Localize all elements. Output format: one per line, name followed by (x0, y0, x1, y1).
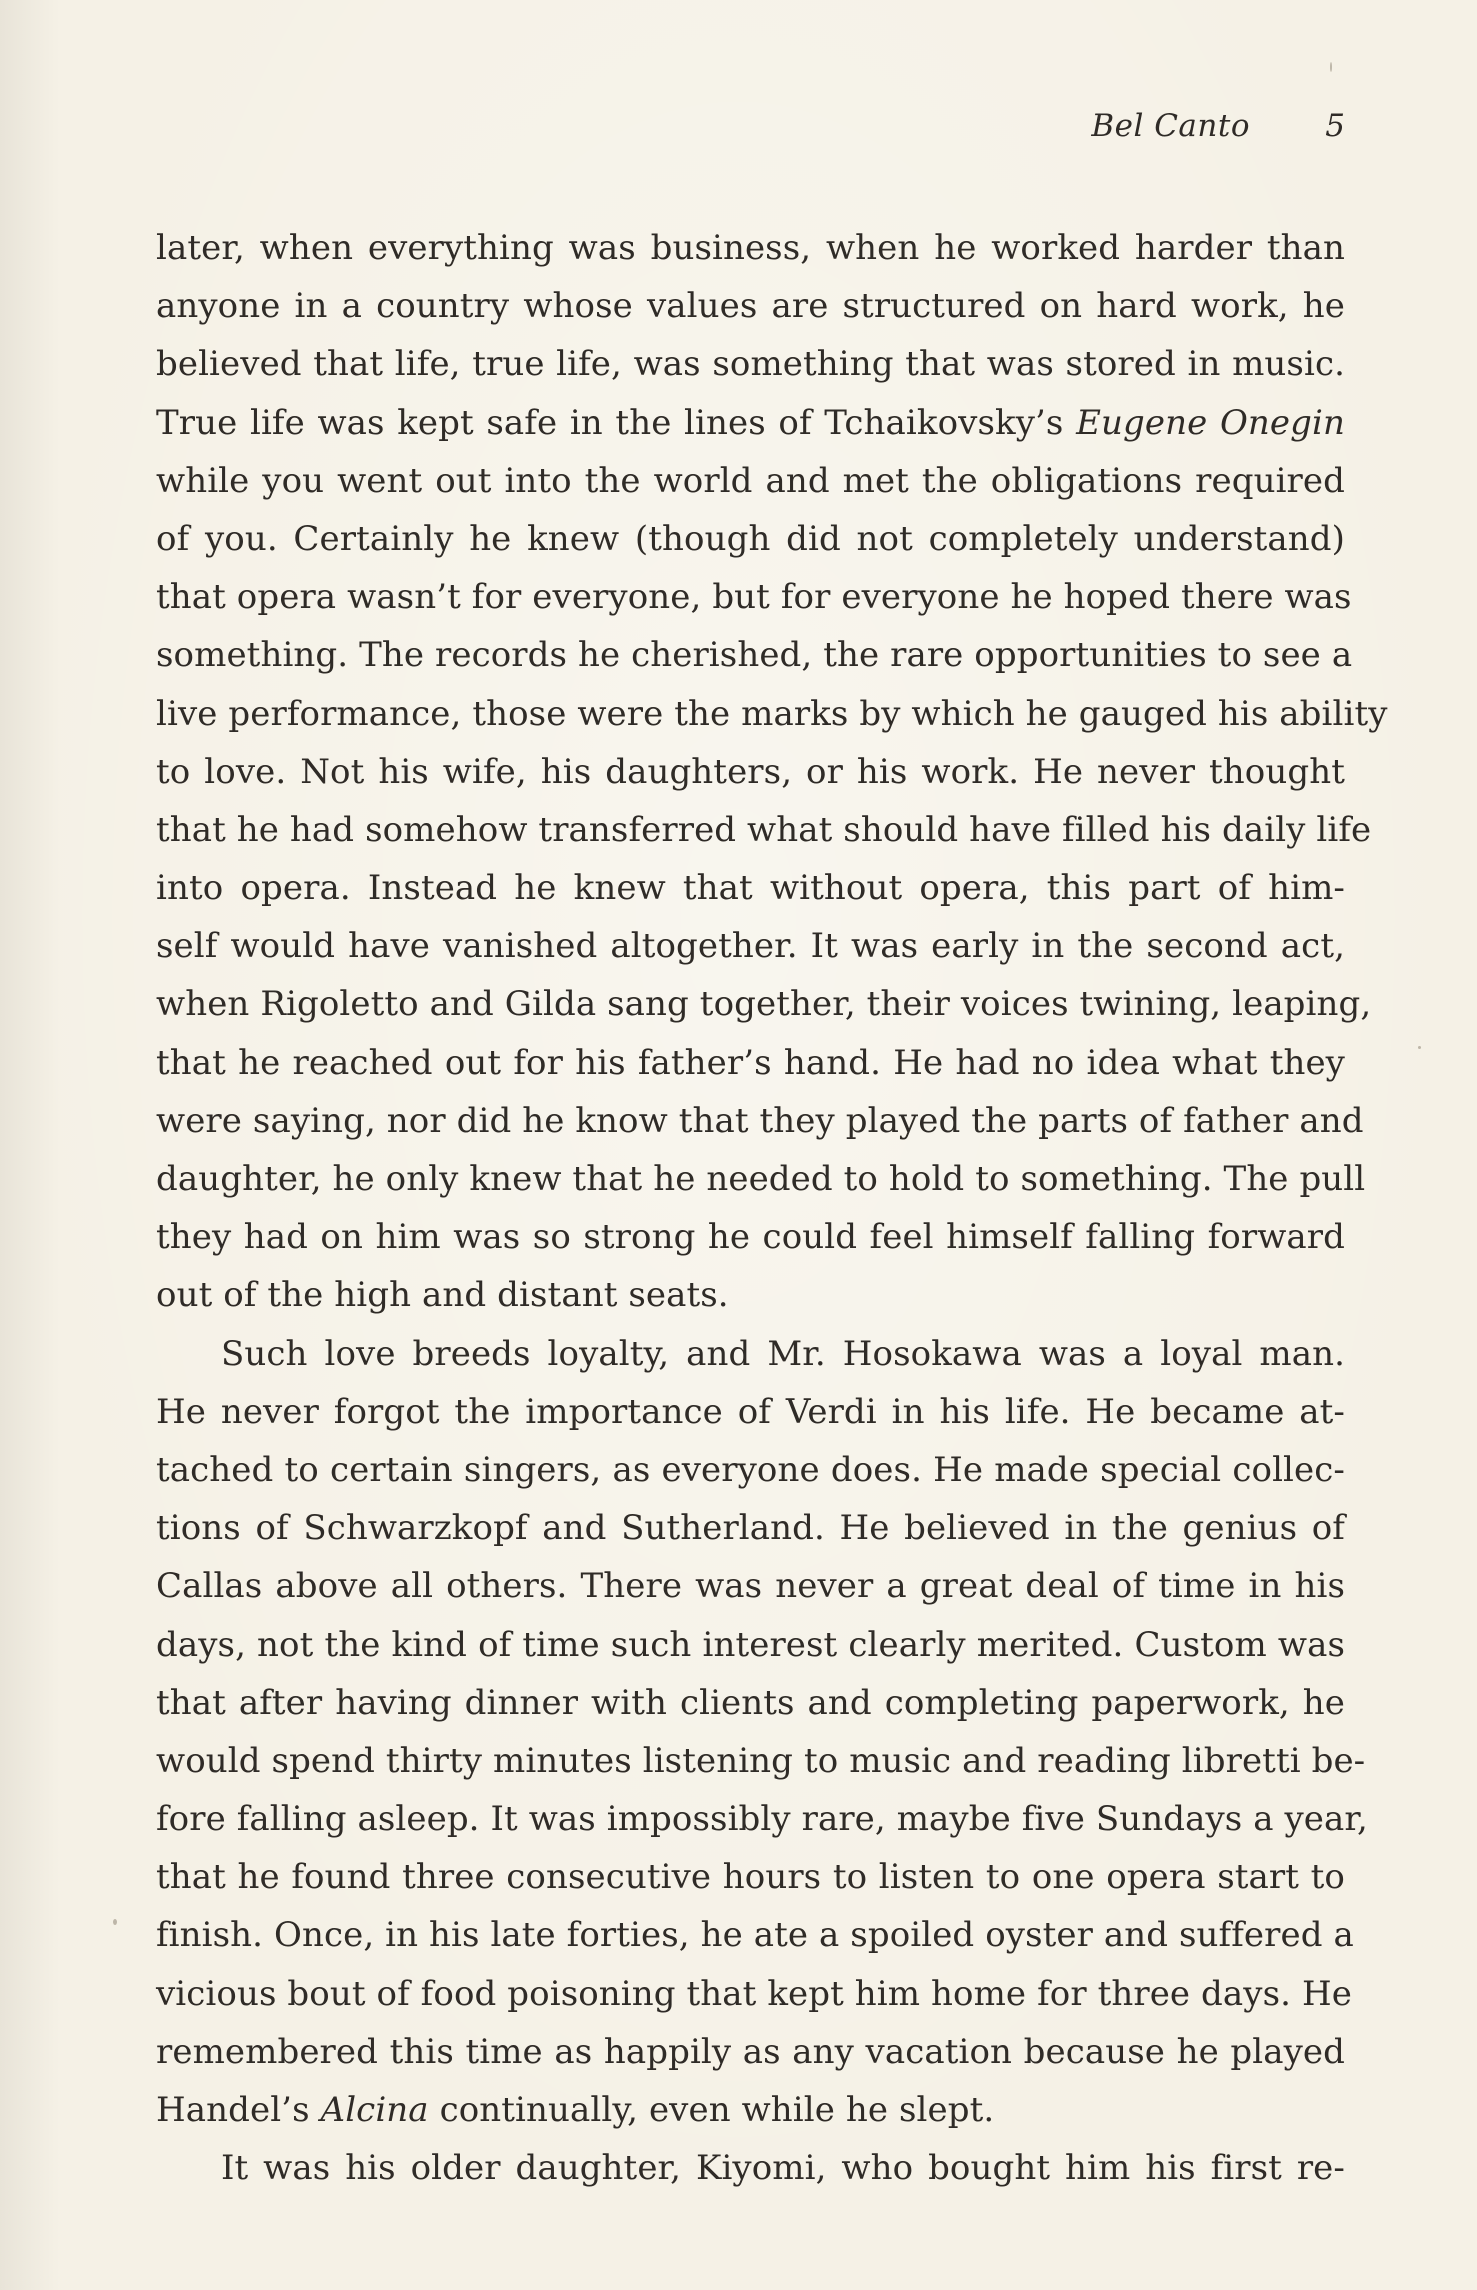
text-line (156, 394, 1345, 452)
running-head-title: Bel Canto (1091, 108, 1250, 144)
text-line: were saying, nor did he know that they played the parts of father and (156, 1100, 1364, 1141)
spine-shadow (0, 0, 60, 2290)
text-line: believed that life, true life, was something that was stored in music. (156, 344, 1345, 385)
text-run: continually, even while he slept. (428, 2090, 995, 2130)
italic-title: Alcina (320, 2090, 429, 2130)
text-line: that he had somehow transferred what should have filled his daily life (156, 809, 1372, 850)
text-line: out of the high and distant seats. (156, 1275, 729, 1316)
text-line: fore falling asleep. It was impossibly rare, maybe five Sundays a year, (156, 1799, 1368, 1840)
italic-title: Eugene Onegin (1076, 402, 1345, 443)
text-line: days, not the kind of time such interest clearly merited. Custom was (156, 1624, 1345, 1665)
text-line: they had on him was so strong he could feel himself falling forward (156, 1217, 1345, 1258)
text-line: when Rigoletto and Gilda sang together, their voices twining, leaping, (156, 984, 1372, 1025)
text-line: It was his older daughter, Kiyomi, who bought him his first re- (221, 2148, 1345, 2189)
text-line: while you went out into the world and met the obligations required (156, 460, 1345, 501)
text-line: live performance, those were the marks by which he gauged his ability (156, 693, 1388, 734)
page-number: 5 (1325, 108, 1345, 144)
paper-speck (1330, 62, 1332, 72)
text-line: vicious bout of food poisoning that kept him home for three days. He (156, 1973, 1352, 2014)
text-line: Such love breeds loyalty, and Mr. Hosokawa was a loyal man. (221, 1333, 1345, 1374)
running-head (156, 108, 1345, 168)
text-line: into opera. Instead he knew that without opera, this part of him- (156, 868, 1345, 909)
text-run: Handel’s (156, 2090, 321, 2130)
text-line: something. The records he cherished, the rare opportunities to see a (156, 635, 1353, 676)
text-run: True life was kept safe in the lines of Tchaikovsky’s (156, 402, 1077, 443)
paper-speck (113, 1919, 117, 1925)
text-line: daughter, he only knew that he needed to hold to something. The pull (156, 1159, 1366, 1199)
text-line: self would have vanished altogether. It was early in the second act, (156, 926, 1345, 967)
text-line: that he reached out for his father’s hand. He had no idea what they (156, 1042, 1345, 1083)
text-line: anyone in a country whose values are structured on hard work, he (156, 286, 1345, 327)
text-line (156, 2081, 1345, 2139)
text-line: remembered this time as happily as any vacation because he played (156, 2031, 1345, 2072)
text-line: tached to certain singers, as everyone does. He made special collec- (156, 1449, 1345, 1490)
text-line: Callas above all others. There was never a great deal of time in his (156, 1566, 1345, 1607)
paper-speck (1418, 1046, 1421, 1049)
text-line: finish. Once, in his late forties, he ate a spoiled oyster and suffered a (156, 1915, 1354, 1956)
text-line: later, when everything was business, when he worked harder than (156, 228, 1345, 268)
text-line: to love. Not his wife, his daughters, or his work. He never thought (156, 751, 1345, 792)
text-line: He never forgot the importance of Verdi in his life. He became at- (156, 1391, 1345, 1432)
text-line: of you. Certainly he knew (though did not completely understand) (156, 518, 1345, 559)
text-line: would spend thirty minutes listening to music and reading libretti be- (156, 1740, 1366, 1781)
text-line: that opera wasn’t for everyone, but for everyone he hoped there was (156, 577, 1352, 618)
body-text (156, 219, 1388, 2197)
text-line: tions of Schwarzkopf and Sutherland. He believed in the genius of (156, 1508, 1345, 1549)
text-line: that after having dinner with clients and completing paperwork, he (156, 1682, 1345, 1723)
text-line: that he found three consecutive hours to listen to one opera start to (156, 1857, 1345, 1898)
